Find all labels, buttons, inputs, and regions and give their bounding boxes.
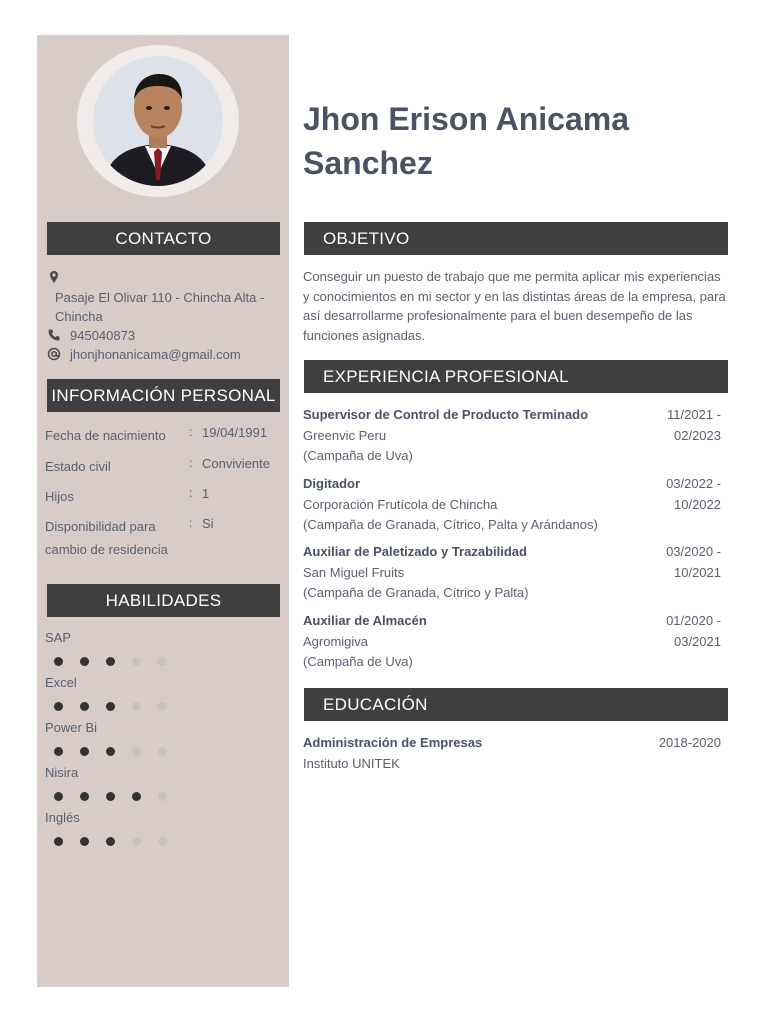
name-line-1: Jhon Erison Anicama — [303, 101, 629, 137]
job-dates — [631, 542, 721, 583]
rating-dot-filled — [106, 837, 115, 846]
rating-dot-empty — [158, 657, 167, 666]
personal-info-colon: : — [189, 425, 193, 439]
personal-info-label: Fecha de nacimiento — [45, 428, 166, 443]
rating-dot-filled — [80, 792, 89, 801]
personal-info-label-continued: cambio de residencia — [45, 542, 168, 557]
habilidades-heading: HABILIDADES — [47, 584, 280, 617]
skill-name: Inglés — [45, 810, 80, 825]
person-portrait-image — [93, 56, 223, 186]
objective-text: Conseguir un puesto de trabajo que me permita aplicar mis experiencias y conocimientos en mi sector y en las distintas áreas de la empresa, para así desarrollarme profesionalmente para el buen desempeño de las funciones asignadas. — [303, 269, 726, 343]
rating-dot-filled — [54, 792, 63, 801]
phone-number: 945040873 — [70, 328, 136, 343]
rating-dot-empty — [158, 702, 167, 711]
rating-dot-empty — [158, 747, 167, 756]
job-title: Auxiliar de Paletizado y Trazabilidad — [303, 544, 527, 559]
job-date-end: 03/2021 — [674, 633, 721, 649]
rating-dot-filled — [80, 747, 89, 756]
experience-item — [303, 611, 727, 673]
rating-dot-empty — [158, 837, 167, 846]
rating-dot-filled — [54, 837, 63, 846]
job-company: Corporación Frutícola de Chincha — [303, 496, 498, 512]
rating-dot-filled — [106, 747, 115, 756]
educacion-heading: EDUCACIÓN — [304, 688, 728, 721]
name-line-2: Sanchez — [303, 145, 433, 181]
job-detail: (Campaña de Uva) — [303, 654, 413, 669]
job-title: Digitador — [303, 476, 361, 491]
personal-info-value: Conviviente — [202, 456, 270, 471]
rating-dot-empty — [132, 702, 141, 711]
job-date-end: 10/2021 — [674, 564, 721, 580]
experience-item — [303, 405, 727, 467]
job-detail: (Campaña de Granada, Cítrico, Palta y Arándanos) — [303, 517, 598, 532]
education-item — [303, 733, 727, 774]
address-line-2: Chincha — [55, 309, 103, 324]
experiencia-heading: EXPERIENCIA PROFESIONAL — [304, 360, 728, 393]
objetivo-heading: OBJETIVO — [304, 222, 728, 255]
experience-item — [303, 474, 727, 536]
job-date-start: 11/2021 - — [667, 407, 721, 422]
rating-dot-filled — [54, 702, 63, 711]
job-dates — [631, 405, 721, 446]
rating-dot-filled — [132, 792, 141, 801]
rating-dot-empty — [132, 837, 141, 846]
personal-info-label: Hijos — [45, 489, 74, 504]
education-title: Administración de Empresas — [303, 735, 483, 750]
job-detail: (Campaña de Granada, Cítrico y Palta) — [303, 585, 529, 600]
personal-info-label: Estado civil — [45, 459, 111, 474]
address-line-1: Pasaje El Olivar 110 - Chincha Alta - — [55, 290, 265, 305]
phone-icon — [47, 328, 61, 342]
profile-photo — [93, 56, 223, 186]
job-date-start: 03/2020 - — [666, 544, 721, 559]
rating-dot-filled — [80, 702, 89, 711]
job-title: Auxiliar de Almacén — [303, 613, 427, 628]
email-address: jhonjhonanicama@gmail.com — [70, 347, 241, 362]
full-name — [303, 97, 723, 185]
rating-dot-filled — [54, 747, 63, 756]
location-pin-icon — [47, 270, 61, 284]
skill-name: Nisira — [45, 765, 79, 780]
job-dates — [631, 611, 721, 652]
job-company: Greenvic Peru — [303, 427, 387, 443]
at-sign-icon — [47, 347, 61, 361]
job-company: San Miguel Fruits — [303, 564, 405, 580]
rating-dot-filled — [80, 657, 89, 666]
education-dates: 2018-2020 — [658, 735, 721, 750]
rating-dot-empty — [132, 657, 141, 666]
personal-info-colon: : — [189, 486, 193, 500]
job-title: Supervisor de Control de Producto Terminado — [303, 407, 589, 422]
rating-dot-filled — [106, 702, 115, 711]
rating-dot-filled — [54, 657, 63, 666]
skill-name: SAP — [45, 630, 72, 645]
skill-name: Power Bi — [45, 720, 98, 735]
job-detail: (Campaña de Uva) — [303, 448, 413, 463]
job-date-end: 10/2022 — [674, 496, 721, 512]
rating-dot-filled — [106, 792, 115, 801]
profile-photo-frame — [77, 45, 239, 197]
job-company: Agromigiva — [303, 633, 369, 649]
job-date-start: 01/2020 - — [666, 613, 721, 628]
personal-info-colon: : — [189, 456, 193, 470]
experience-item — [303, 542, 727, 604]
sidebar — [37, 35, 289, 987]
rating-dot-filled — [80, 837, 89, 846]
job-dates — [631, 474, 721, 515]
education-institution: Instituto UNITEK — [303, 755, 400, 771]
informacion-personal-heading: INFORMACIÓN PERSONAL — [47, 379, 280, 412]
personal-info-label: Disponibilidad para — [45, 519, 156, 534]
job-date-end: 02/2023 — [674, 427, 721, 443]
rating-dot-empty — [158, 792, 167, 801]
rating-dot-filled — [106, 657, 115, 666]
skill-name: Excel — [45, 675, 77, 690]
personal-info-value: Si — [202, 516, 214, 531]
rating-dot-empty — [132, 747, 141, 756]
personal-info-value: 1 — [202, 486, 210, 501]
job-date-start: 03/2022 - — [666, 476, 721, 491]
personal-info-colon: : — [189, 516, 193, 530]
personal-info-value: 19/04/1991 — [202, 425, 268, 440]
contacto-heading: CONTACTO — [47, 222, 280, 255]
